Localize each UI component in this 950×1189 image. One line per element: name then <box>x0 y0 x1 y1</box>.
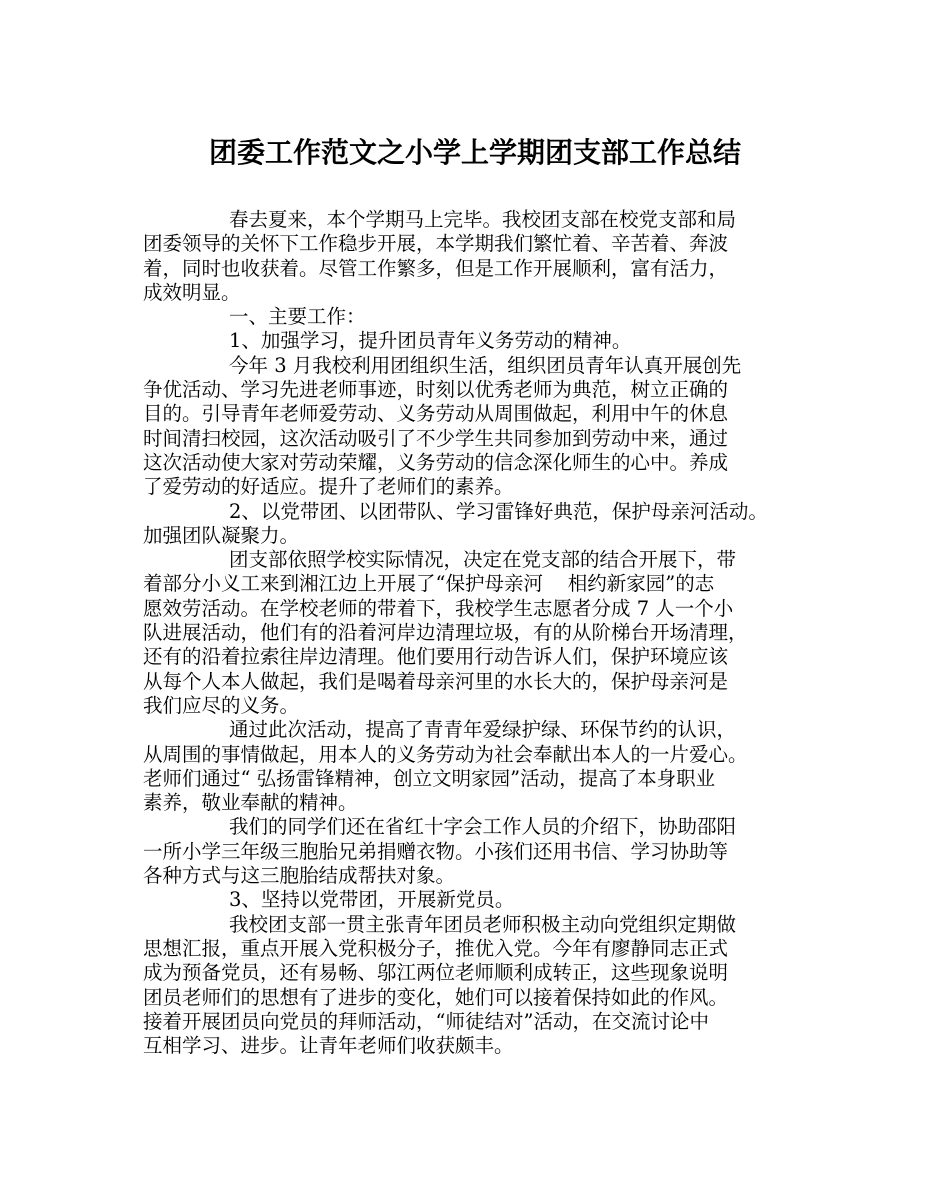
text-line: 各种方式与这三胞胎结成帮扶对象。 <box>143 864 456 888</box>
document-body <box>143 208 823 1058</box>
text-line: 接着开展团员向党员的拜师活动，“师徒结对”活动，在交流讨论中 <box>143 1009 709 1033</box>
text-line: 老师们通过“ 弘扬雷锋精神，创立文明家园”活动，提高了本身职业 <box>143 766 716 790</box>
text-line: 从周围的事情做起，用本人的义务劳动为社会奉献出本人的一片爱心。 <box>143 742 748 766</box>
text-line: 思想汇报，重点开展入党积极分子，推优入党。今年有廖静同志正式 <box>143 936 729 960</box>
text-line: 愿效劳活动。在学校老师的带着下，我校学生志愿者分成 7 人一个小 <box>143 596 734 620</box>
text-line: 了爱劳动的好适应。提升了老师们的素养。 <box>143 475 514 499</box>
text-line: 着部分小义工来到湘江边上开展了“保护母亲河 相约新家园”的志 <box>143 572 715 596</box>
text-line: 着，同时也收获着。尽管工作繁多，但是工作开展顺利，富有活力， <box>143 256 729 280</box>
text-line: 争优活动、学习先进老师事迹，时刻以优秀老师为典范，树立正确的 <box>143 378 729 402</box>
text-line: 我校团支部一贯主张青年团员老师积极主动向党组织定期做 <box>229 912 737 936</box>
text-line: 从每个人本人做起，我们是喝着母亲河里的水长大的，保护母亲河是 <box>143 669 729 693</box>
text-line: 一、主要工作： <box>229 305 366 329</box>
text-line: 团委领导的关怀下工作稳步开展，本学期我们繁忙着、辛苦着、奔波 <box>143 232 729 256</box>
text-line: 我们的同学们还在省红十字会工作人员的介绍下，协助邵阳 <box>229 815 737 839</box>
text-line: 我们应尽的义务。 <box>143 693 300 717</box>
text-line: 这次活动使大家对劳动荣耀，义务劳动的信念深化师生的心中。养成 <box>143 450 729 474</box>
text-line: 团员老师们的思想有了进步的变化，她们可以接着保持如此的作风。 <box>143 985 729 1009</box>
text-line: 今年 3 月我校利用团组织生活，组织团员青年认真开展创先 <box>229 353 742 377</box>
text-line: 2、以党带团、以团带队、学习雷锋好典范，保护母亲河活动。 <box>229 499 768 523</box>
text-line: 春去夏来，本个学期马上完毕。我校团支部在校党支部和局 <box>229 208 737 231</box>
text-line: 成为预备党员，还有易畅、邬江两位老师顺利成转正，这些现象说明 <box>143 961 729 985</box>
text-line: 目的。引导青年老师爱劳动、义务劳动从周围做起，利用中午的休息 <box>143 402 729 426</box>
text-line: 加强团队凝聚力。 <box>143 523 300 547</box>
text-line: 队进展活动，他们有的沿着河岸边清理垃圾，有的从阶梯台开场清理， <box>143 621 748 645</box>
text-line: 成效明显。 <box>143 280 241 304</box>
text-line: 素养，敬业奉献的精神。 <box>143 791 358 815</box>
text-line: 团支部依照学校实际情况，决定在党支部的结合开展下，带 <box>229 548 737 572</box>
text-line: 3、坚持以党带团，开展新党员。 <box>229 888 515 912</box>
text-line: 时间清扫校园，这次活动吸引了不少学生共同参加到劳动中来，通过 <box>143 426 729 450</box>
text-line: 互相学习、进步。让青年老师们收获颇丰。 <box>143 1034 514 1058</box>
text-line: 还有的沿着拉索往岸边清理。他们要用行动告诉人们，保护环境应该 <box>143 645 729 669</box>
text-line: 通过此次活动，提高了青青年爱绿护绿、环保节约的认识， <box>229 718 737 742</box>
document-title: 团委工作范文之小学上学期团支部工作总结 <box>208 136 741 169</box>
text-line: 一所小学三年级三胞胎兄弟捐赠衣物。小孩们还用书信、学习协助等 <box>143 839 729 863</box>
text-line: 1、加强学习，提升团员青年义务劳动的精神。 <box>229 329 632 353</box>
